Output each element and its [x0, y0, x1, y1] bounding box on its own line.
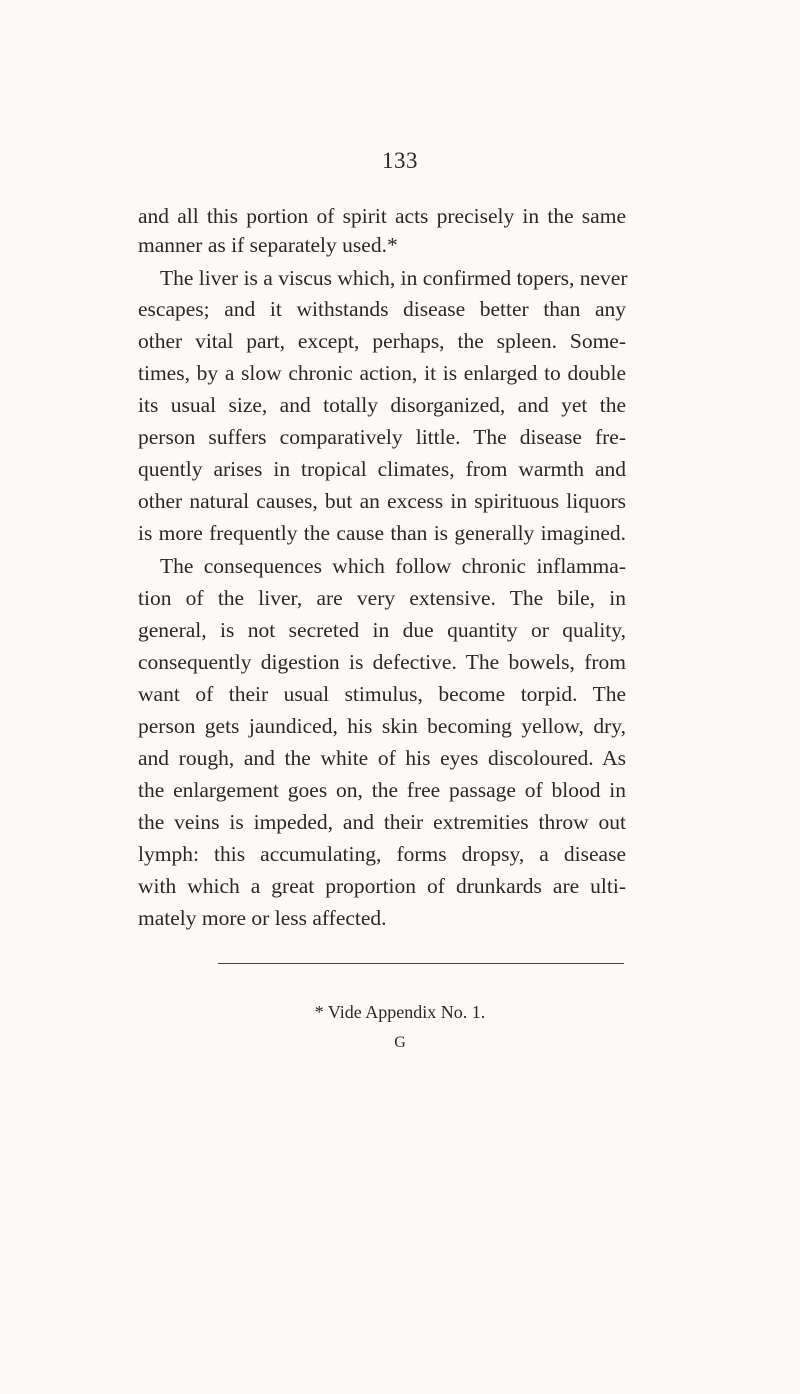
- text-line: person suffers comparatively little. The disease fre-: [138, 425, 626, 449]
- text-line: person gets jaundiced, his skin becoming yellow, dry,: [138, 714, 626, 738]
- page-number: 133: [382, 148, 418, 173]
- signature-mark: G: [394, 1034, 406, 1051]
- text-line: manner as if separately used.*: [138, 233, 398, 257]
- text-line: and all this portion of spirit acts precisely in the same: [138, 204, 626, 228]
- text-line: and rough, and the white of his eyes discoloured. As: [138, 746, 626, 770]
- text-line: lymph: this accumulating, forms dropsy, a disease: [138, 842, 626, 866]
- text-line: mately more or less affected.: [138, 906, 387, 930]
- footnote: * Vide Appendix No. 1.: [314, 1002, 486, 1022]
- text-line: the veins is impeded, and their extremities throw out: [138, 810, 626, 834]
- text-line: times, by a slow chronic action, it is enlarged to double: [138, 361, 626, 385]
- text-line: is more frequently the cause than is generally imagined.: [138, 521, 626, 545]
- text-line: The consequences which follow chronic inflamma-: [160, 554, 626, 578]
- text-line: with which a great proportion of drunkards are ulti-: [138, 874, 626, 898]
- text-line: other vital part, except, perhaps, the spleen. Some-: [138, 329, 626, 353]
- footnote-rule: [218, 963, 624, 964]
- text-line: quently arises in tropical climates, from warmth and: [138, 457, 626, 481]
- text-line: escapes; and it withstands disease better than any: [138, 297, 626, 321]
- text-line: tion of the liver, are very extensive. The bile, in: [138, 586, 626, 610]
- text-line: other natural causes, but an excess in spirituous liquors: [138, 489, 626, 513]
- text-line: The liver is a viscus which, in confirmed topers, never: [160, 266, 628, 290]
- text-line: general, is not secreted in due quantity or quality,: [138, 618, 626, 642]
- text-line: its usual size, and totally disorganized, and yet the: [138, 393, 626, 417]
- text-line: the enlargement goes on, the free passage of blood in: [138, 778, 626, 802]
- text-line: consequently digestion is defective. The bowels, from: [138, 650, 626, 674]
- text-line: want of their usual stimulus, become torpid. The: [138, 682, 626, 706]
